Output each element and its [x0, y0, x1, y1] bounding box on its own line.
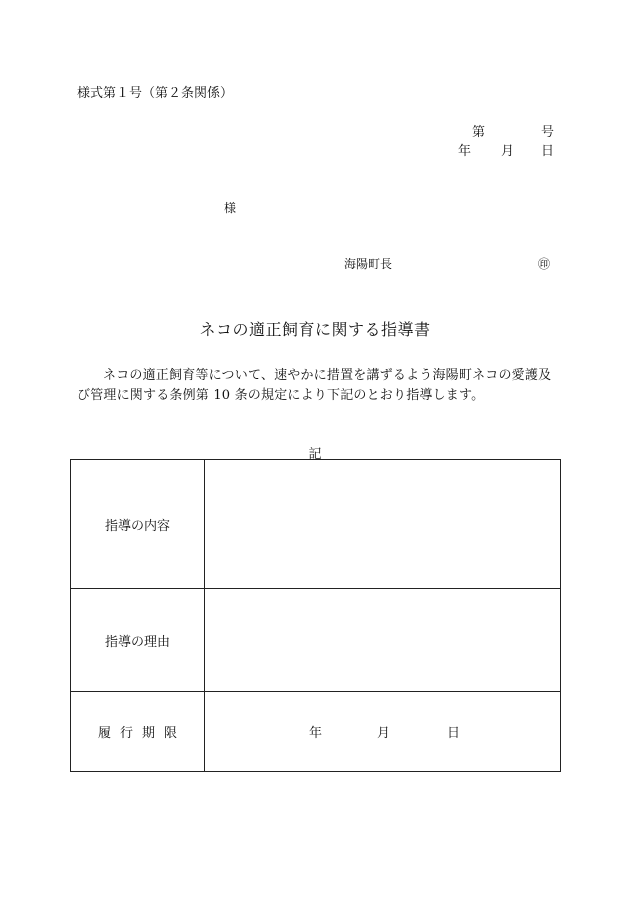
table-row-deadline [71, 692, 561, 772]
guidance-table [70, 459, 561, 772]
ki-heading: 記 [308, 447, 322, 462]
document-title: ネコの適正飼育に関する指導書 [199, 320, 431, 339]
document-number-suffix: 号 [541, 125, 555, 140]
table-row-content [71, 460, 561, 589]
deadline-label: 履行期限 [97, 726, 186, 741]
form-number-label: 様式第１号（第２条関係） [77, 86, 234, 101]
issue-date-month: 月 [501, 144, 515, 159]
guidance-reason-field[interactable] [205, 589, 561, 692]
deadline-month: 月 [377, 725, 391, 741]
deadline-day: 日 [447, 725, 461, 741]
guidance-content-field[interactable] [205, 460, 561, 589]
document-body: ネコの適正飼育等について、速やかに措置を講ずるよう海陽町ネコの愛護及び管理に関する条例第 10 条の規定により下記のとおり指導します。 [77, 368, 552, 403]
deadline-year: 年 [309, 725, 323, 741]
guidance-content-label: 指導の内容 [71, 460, 205, 589]
guidance-reason-label: 指導の理由 [71, 589, 205, 692]
issuer-title: 海陽町長 [344, 257, 393, 271]
document-number-prefix: 第 [472, 125, 486, 140]
table-row-reason [71, 589, 561, 692]
seal-mark: ㊞ [538, 257, 551, 271]
addressee-honorific: 様 [224, 201, 237, 215]
deadline-label-cell [71, 692, 205, 772]
issue-date-year: 年 [458, 144, 472, 159]
issue-date-day: 日 [541, 144, 555, 159]
deadline-field[interactable] [205, 692, 561, 772]
deadline-date [205, 722, 560, 742]
